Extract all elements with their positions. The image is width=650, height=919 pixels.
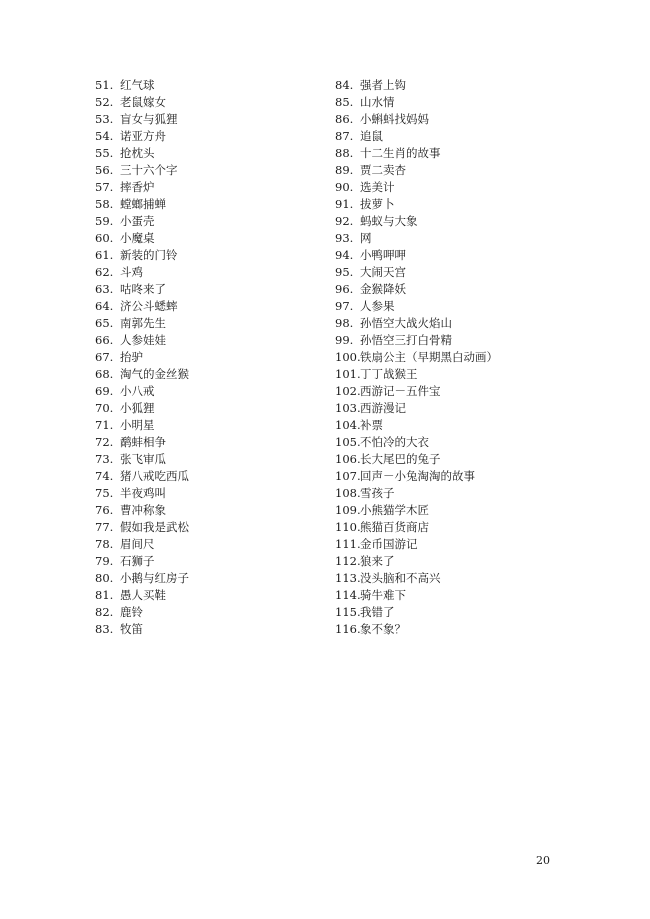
list-item — [335, 332, 498, 349]
item-title: 螳螂捕蝉 — [120, 197, 166, 211]
list-item — [335, 621, 498, 638]
list-item — [335, 417, 498, 434]
item-number: 68. — [95, 367, 114, 381]
list-item — [95, 502, 189, 519]
list-item — [335, 247, 498, 264]
list-item — [95, 587, 189, 604]
list-item — [335, 604, 498, 621]
item-number: 114. — [335, 588, 361, 602]
list-item — [335, 349, 498, 366]
left-title-list — [95, 77, 189, 638]
item-title: 孙悟空三打白骨精 — [360, 333, 452, 347]
item-number: 101. — [335, 367, 361, 381]
list-item — [95, 128, 189, 145]
item-title: 淘气的金丝猴 — [120, 367, 189, 381]
item-title: 曹冲称象 — [120, 503, 166, 517]
list-item — [95, 145, 189, 162]
item-title: 小八戒 — [120, 384, 155, 398]
list-item — [335, 196, 498, 213]
item-title: 山水情 — [360, 95, 395, 109]
item-number: 64. — [95, 299, 114, 313]
item-number: 69. — [95, 384, 114, 398]
item-number: 97. — [335, 299, 354, 313]
item-number: 61. — [95, 248, 114, 262]
item-number: 112. — [335, 554, 361, 568]
item-number: 99. — [335, 333, 354, 347]
list-item — [335, 145, 498, 162]
item-number: 93. — [335, 231, 354, 245]
item-title: 小魔桌 — [120, 231, 155, 245]
item-title: 贾二卖杏 — [360, 163, 406, 177]
list-item — [335, 553, 498, 570]
item-number: 95. — [335, 265, 354, 279]
list-item — [335, 213, 498, 230]
item-title: 新装的门铃 — [120, 248, 178, 262]
item-title: 小鸭呷呷 — [360, 248, 406, 262]
item-title: 蚂蚁与大象 — [360, 214, 418, 228]
list-item — [95, 264, 189, 281]
list-item — [95, 383, 189, 400]
item-number: 88. — [335, 146, 354, 160]
item-title: 眉间尺 — [120, 537, 155, 551]
list-item — [95, 451, 189, 468]
item-title: 愚人买鞋 — [120, 588, 166, 602]
list-item — [335, 162, 498, 179]
item-number: 109. — [335, 503, 361, 517]
item-title: 盲女与狐狸 — [120, 112, 178, 126]
item-title: 金币国游记 — [360, 537, 418, 551]
item-title: 咕咚来了 — [120, 282, 166, 296]
list-item — [335, 400, 498, 417]
item-number: 63. — [95, 282, 114, 296]
item-title: 大闹天宫 — [360, 265, 406, 279]
item-title: 我错了 — [360, 605, 395, 619]
item-title: 半夜鸡叫 — [120, 486, 166, 500]
list-item — [335, 587, 498, 604]
list-item — [335, 519, 498, 536]
item-title: 追鼠 — [360, 129, 383, 143]
item-number: 116. — [335, 622, 361, 636]
item-number: 113. — [335, 571, 361, 585]
item-title: 象不象？ — [360, 622, 406, 636]
item-number: 81. — [95, 588, 114, 602]
item-title: 小蝌蚪找妈妈 — [360, 112, 429, 126]
item-number: 96. — [335, 282, 354, 296]
list-item — [95, 298, 189, 315]
item-number: 73. — [95, 452, 114, 466]
item-title: 西游记－五件宝 — [360, 384, 441, 398]
item-title: 张飞审瓜 — [120, 452, 166, 466]
list-item — [95, 247, 189, 264]
item-number: 75. — [95, 486, 114, 500]
item-title: 三十六个字 — [120, 163, 178, 177]
item-number: 70. — [95, 401, 114, 415]
item-number: 78. — [95, 537, 114, 551]
item-number: 71. — [95, 418, 114, 432]
item-title: 骑牛难下 — [360, 588, 406, 602]
list-item — [95, 519, 189, 536]
list-item — [335, 128, 498, 145]
list-item — [335, 264, 498, 281]
list-item — [95, 162, 189, 179]
list-item — [95, 111, 189, 128]
item-number: 98. — [335, 316, 354, 330]
item-number: 67. — [95, 350, 114, 364]
item-number: 86. — [335, 112, 354, 126]
list-item — [335, 434, 498, 451]
item-title: 补票 — [360, 418, 383, 432]
list-item — [95, 417, 189, 434]
item-number: 66. — [95, 333, 114, 347]
list-item — [335, 502, 498, 519]
item-title: 选美计 — [360, 180, 395, 194]
item-title: 拔萝卜 — [360, 197, 395, 211]
item-number: 62. — [95, 265, 114, 279]
item-number: 85. — [335, 95, 354, 109]
list-item — [335, 179, 498, 196]
item-title: 诺亚方舟 — [120, 129, 166, 143]
item-number: 72. — [95, 435, 114, 449]
list-item — [335, 383, 498, 400]
item-number: 65. — [95, 316, 114, 330]
list-item — [95, 366, 189, 383]
item-number: 91. — [335, 197, 354, 211]
item-title: 鹿铃 — [120, 605, 143, 619]
item-title: 十二生肖的故事 — [360, 146, 441, 160]
item-title: 南郭先生 — [120, 316, 166, 330]
item-number: 60. — [95, 231, 114, 245]
item-title: 小明星 — [120, 418, 155, 432]
item-title: 熊猫百货商店 — [360, 520, 429, 534]
item-number: 90. — [335, 180, 354, 194]
item-number: 100. — [335, 350, 361, 364]
item-title: 小熊猫学木匠 — [360, 503, 429, 517]
item-number: 102. — [335, 384, 361, 398]
list-item — [335, 468, 498, 485]
item-title: 金猴降妖 — [360, 282, 406, 296]
list-item — [335, 366, 498, 383]
item-title: 孙悟空大战火焰山 — [360, 316, 452, 330]
item-title: 没头脑和不高兴 — [360, 571, 441, 585]
item-title: 石狮子 — [120, 554, 155, 568]
item-title: 狼来了 — [360, 554, 395, 568]
item-number: 74. — [95, 469, 114, 483]
list-item — [95, 553, 189, 570]
item-title: 小狐狸 — [120, 401, 155, 415]
list-item — [335, 298, 498, 315]
list-item — [95, 604, 189, 621]
item-title: 抬驴 — [120, 350, 143, 364]
list-item — [95, 281, 189, 298]
list-item — [95, 485, 189, 502]
item-number: 56. — [95, 163, 114, 177]
item-title: 鹬蚌相争 — [120, 435, 166, 449]
list-item — [335, 94, 498, 111]
list-item — [335, 536, 498, 553]
list-item — [95, 621, 189, 638]
list-item — [335, 570, 498, 587]
list-item — [335, 281, 498, 298]
item-title: 老鼠嫁女 — [120, 95, 166, 109]
item-number: 57. — [95, 180, 114, 194]
list-item — [95, 196, 189, 213]
item-number: 58. — [95, 197, 114, 211]
list-item — [95, 230, 189, 247]
item-title: 丁丁战猴王 — [360, 367, 418, 381]
item-title: 猪八戒吃西瓜 — [120, 469, 189, 483]
item-title: 小蛋壳 — [120, 214, 155, 228]
list-item — [95, 315, 189, 332]
list-item — [95, 536, 189, 553]
item-number: 52. — [95, 95, 114, 109]
item-title: 回声－小兔淘淘的故事 — [360, 469, 475, 483]
item-number: 110. — [335, 520, 361, 534]
item-title: 济公斗蟋蟀 — [120, 299, 178, 313]
list-item — [335, 485, 498, 502]
item-number: 89. — [335, 163, 354, 177]
item-number: 77. — [95, 520, 114, 534]
item-number: 84. — [335, 78, 354, 92]
list-item — [335, 111, 498, 128]
item-title: 假如我是武松 — [120, 520, 189, 534]
item-number: 55. — [95, 146, 114, 160]
page-number: 20 — [536, 854, 550, 867]
item-number: 94. — [335, 248, 354, 262]
item-number: 59. — [95, 214, 114, 228]
item-title: 不怕冷的大衣 — [360, 435, 429, 449]
item-number: 54. — [95, 129, 114, 143]
item-number: 111. — [335, 537, 361, 551]
item-title: 小鹅与红房子 — [120, 571, 189, 585]
item-number: 79. — [95, 554, 114, 568]
item-number: 105. — [335, 435, 361, 449]
list-item — [95, 77, 189, 94]
item-number: 82. — [95, 605, 114, 619]
item-number: 87. — [335, 129, 354, 143]
item-number: 115. — [335, 605, 361, 619]
item-number: 104. — [335, 418, 361, 432]
item-number: 103. — [335, 401, 361, 415]
item-title: 强者上钩 — [360, 78, 406, 92]
list-item — [95, 434, 189, 451]
item-title: 人参果 — [360, 299, 395, 313]
list-item — [95, 570, 189, 587]
item-title: 牧笛 — [120, 622, 143, 636]
right-title-list — [335, 77, 498, 638]
list-item — [95, 213, 189, 230]
list-item — [335, 77, 498, 94]
list-item — [95, 400, 189, 417]
item-title: 铁扇公主（早期黑白动画） — [360, 350, 498, 364]
list-item — [95, 94, 189, 111]
item-title: 雪孩子 — [360, 486, 395, 500]
item-number: 108. — [335, 486, 361, 500]
item-title: 长大尾巴的兔子 — [360, 452, 441, 466]
list-item — [335, 230, 498, 247]
list-item — [95, 468, 189, 485]
list-item — [335, 451, 498, 468]
item-title: 抢枕头 — [120, 146, 155, 160]
item-title: 斗鸡 — [120, 265, 143, 279]
item-number: 51. — [95, 78, 114, 92]
item-number: 107. — [335, 469, 361, 483]
item-number: 92. — [335, 214, 354, 228]
item-number: 53. — [95, 112, 114, 126]
item-title: 摔香炉 — [120, 180, 155, 194]
item-title: 红气球 — [120, 78, 155, 92]
item-number: 106. — [335, 452, 361, 466]
item-number: 83. — [95, 622, 114, 636]
item-number: 80. — [95, 571, 114, 585]
list-item — [95, 179, 189, 196]
list-item — [95, 349, 189, 366]
item-title: 人参娃娃 — [120, 333, 166, 347]
item-title: 网 — [360, 231, 372, 245]
list-item — [335, 315, 498, 332]
item-number: 76. — [95, 503, 114, 517]
list-item — [95, 332, 189, 349]
item-title: 西游漫记 — [360, 401, 406, 415]
